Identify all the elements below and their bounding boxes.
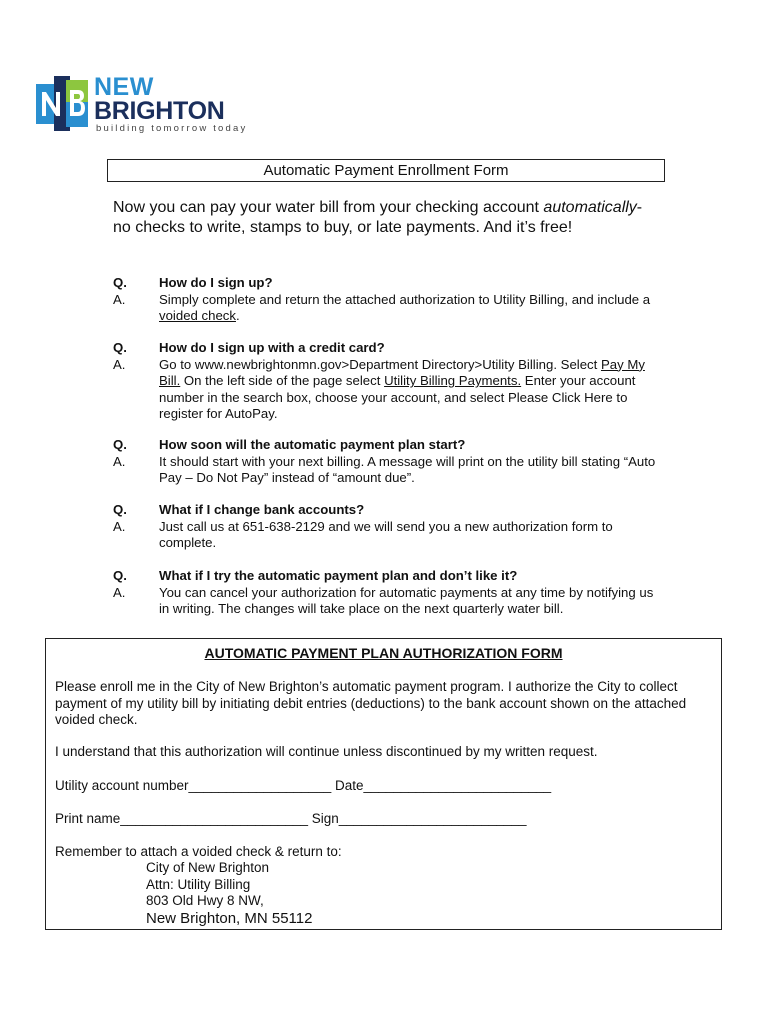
logo-tagline: building tomorrow today xyxy=(96,123,248,134)
answer-text: On the left side of the page select xyxy=(180,373,385,388)
faq-item xyxy=(113,340,658,423)
answer-label: A. xyxy=(113,453,126,469)
faq-item xyxy=(113,568,658,618)
new-brighton-logo xyxy=(36,73,248,136)
question-label: Q. xyxy=(113,340,127,355)
question-label: Q. xyxy=(113,568,127,583)
question-label: Q. xyxy=(113,275,127,290)
print-name-sign-line[interactable]: Print name_________________________ Sign_________________________ xyxy=(55,811,527,826)
voided-check-underline: voided check xyxy=(159,308,236,323)
address-line: New Brighton, MN 55112 xyxy=(146,909,313,927)
faq-answer: Just call us at 651-638-2129 and we will send you a new authorization form to complete. xyxy=(159,518,613,550)
question-label: Q. xyxy=(113,437,127,452)
faq-item xyxy=(113,275,658,325)
faq-item xyxy=(113,437,658,487)
intro-text-end: -no checks to write, stamps to buy, or late payments. And it’s free! xyxy=(113,199,643,236)
authorization-title: AUTOMATIC PAYMENT PLAN AUTHORIZATION FORM xyxy=(204,645,563,661)
intro-emphasis: automatically xyxy=(543,199,637,216)
answer-label: A. xyxy=(113,356,126,372)
answer-text: . xyxy=(235,308,240,323)
faq-question: How do I sign up with a credit card? xyxy=(159,340,385,355)
mailing-address xyxy=(146,860,312,928)
address-line: Attn: Utility Billing xyxy=(146,876,251,892)
faq-question: What if I change bank accounts? xyxy=(159,502,365,517)
new-brighton-logo-icon xyxy=(36,76,91,131)
faq-answer: You can cancel your authorization for automatic payments at any time by notifying us in writing. The changes will take place on the next quarterly water bill. xyxy=(159,584,654,616)
answer-label: A. xyxy=(113,291,126,307)
pay-my-bill-underline: Pay My Bill. xyxy=(159,356,645,388)
faq-item xyxy=(113,502,658,552)
faq-question: How do I sign up? xyxy=(159,275,273,290)
faq-answer xyxy=(159,357,658,423)
answer-label: A. xyxy=(113,518,126,534)
authorization-paragraph: Please enroll me in the City of New Brighton’s automatic payment program. I authorize the City to collect payment of my utility bill by initiating debit entries (deductions) to the bank account shown on the attached voided check. xyxy=(55,679,687,727)
authorization-continuation: I understand that this authorization will continue unless discontinued by my written request. xyxy=(55,744,598,759)
question-label: Q. xyxy=(113,502,127,517)
return-reminder: Remember to attach a voided check & return to: xyxy=(55,844,342,859)
utility-billing-payments-underline: Utility Billing Payments. xyxy=(384,373,522,388)
address-line: City of New Brighton xyxy=(146,860,270,875)
answer-text: Simply complete and return the attached authorization to Utility Billing, and include a xyxy=(159,291,651,307)
authorization-form xyxy=(45,638,722,930)
faq-question: What if I try the automatic payment plan and don’t like it? xyxy=(159,568,518,583)
logo-text-brighton: BRIGHTON xyxy=(94,97,225,125)
faq-answer xyxy=(159,292,658,325)
answer-text: Go to www.newbrightonmn.gov>Department Directory>Utility Billing. Select xyxy=(159,356,601,372)
faq-question: How soon will the automatic payment plan start? xyxy=(159,437,466,452)
faq-answer: It should start with your next billing. A message will print on the utility bill stating “Auto Pay – Do Not Pay” instead of “amount due”. xyxy=(159,453,656,485)
intro-paragraph xyxy=(113,198,653,237)
answer-text: Enter your account number in the search box, choose your account, and select Please Click Here to register for AutoPay. xyxy=(159,373,636,421)
intro-text-start: Now you can pay your water bill from your checking account xyxy=(113,199,544,216)
form-title: Automatic Payment Enrollment Form xyxy=(107,159,665,182)
answer-label: A. xyxy=(113,584,126,600)
account-number-date-line[interactable]: Utility account number___________________ Date_________________________ xyxy=(55,778,552,793)
address-line: 803 Old Hwy 8 NW, xyxy=(146,893,264,908)
logo-text-new: NEW xyxy=(94,73,154,101)
